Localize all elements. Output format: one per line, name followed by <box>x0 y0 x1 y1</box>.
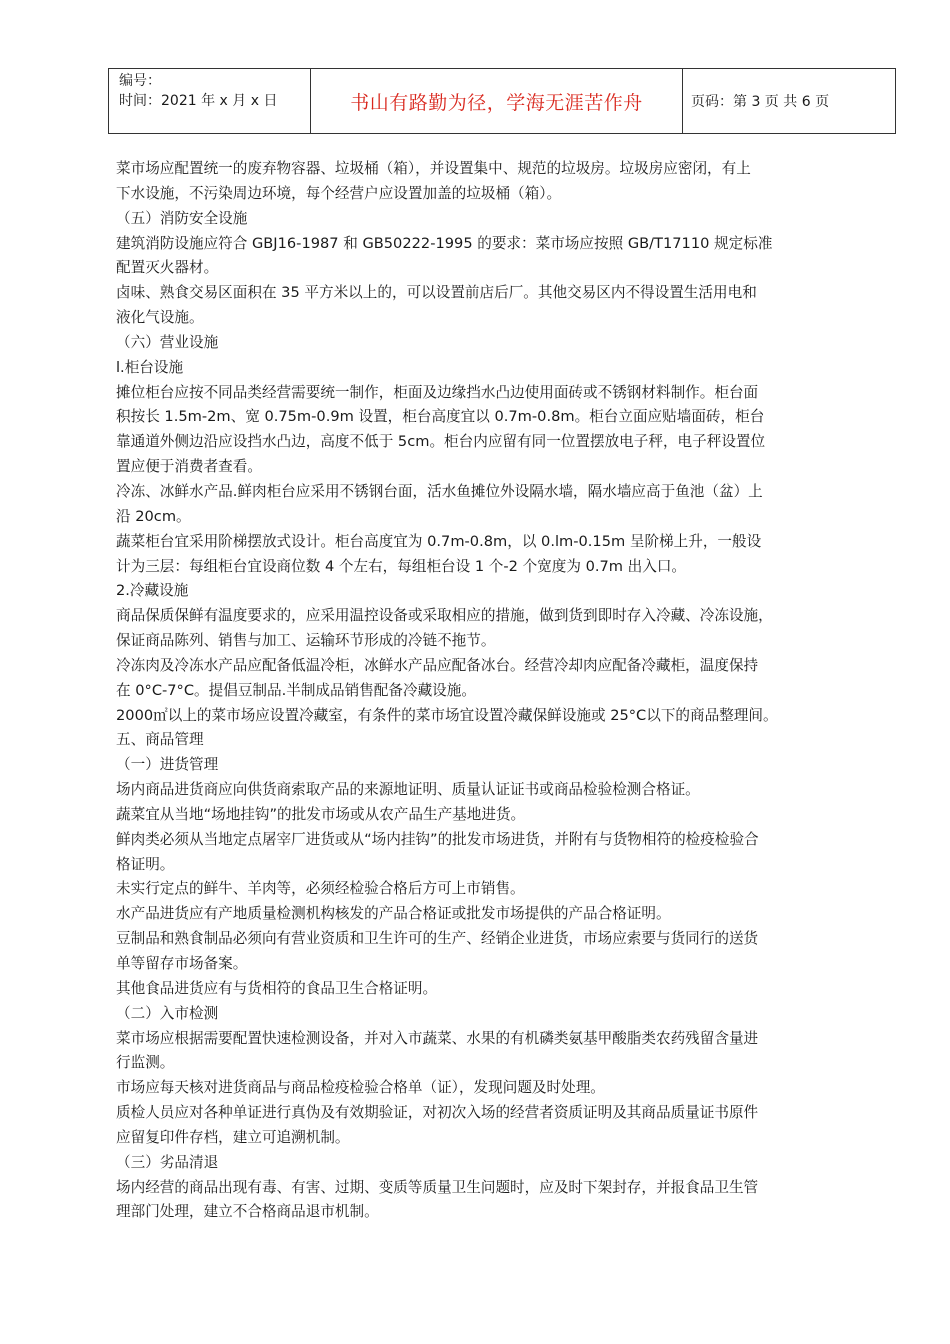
text-line: 豆制品和熟食制品必须向有营业资质和卫生许可的生产、经销企业进货，市场应索要与货同行的送货 <box>116 930 759 948</box>
text-line: 保证商品陈列、销售与加工、运输环节形成的冷链不拖节。 <box>116 632 496 650</box>
document-body <box>116 157 876 1225</box>
text-line: （一）进货管理 <box>116 756 219 774</box>
text-line: 液化气设施。 <box>116 309 204 327</box>
text-line: 理部门处理，建立不合格商品退市机制。 <box>116 1203 379 1221</box>
text-line: 菜市场应根据需要配置快速检测设备，并对入市蔬菜、水果的有机磷类氨基甲酸脂类农药残留含量进 <box>116 1029 759 1047</box>
text-line: 冷冻、冰鲜水产品.鲜肉柜台应采用不锈钢台面，活水鱼摊位外设隔水墙，隔水墙应高于鱼池（盆）上 <box>116 482 763 500</box>
text-line: （五）消防安全设施 <box>116 209 248 227</box>
text-line: 格证明。 <box>116 855 175 873</box>
text-line: 下水设施，不污染周边环境，每个经营户应设置加盖的垃圾桶（箱）。 <box>116 184 562 202</box>
text-line: 蔬菜柜台宜采用阶梯摆放式设计。柜台高度宜为 0.7m-0.8m，以 0.lm-0.15m 呈阶梯上升，一般设 <box>116 532 762 550</box>
text-line: 积按长 1.5m-2m、宽 0.75m-0.9m 设置，柜台高度宜以 0.7m-0.8m。柜台立面应贴墙面砖，柜台 <box>116 408 765 426</box>
text-line: 冷冻肉及冷冻水产品应配备低温冷柜，冰鲜水产品应配备冰台。经营冷却肉应配备冷藏柜，温度保持 <box>116 656 759 674</box>
text-line: 行监测。 <box>116 1054 175 1072</box>
text-line: 蔬菜宜从当地“场地挂钩”的批发市场或从农产品生产基地进货。 <box>116 805 526 823</box>
text-line: 2000㎡以上的菜市场应设置冷藏室，有条件的菜市场宜设置冷藏保鲜设施或 25°C以下的商品整理间。 <box>116 706 778 724</box>
document-date: 时间：2021 年 x 月 x 日 <box>119 93 278 109</box>
header-meta <box>109 69 311 133</box>
text-line: 其他食品进货应有与货相符的食品卫生合格证明。 <box>116 979 438 997</box>
text-line: （二）入市检测 <box>116 1004 219 1022</box>
text-line: 五、商品管理 <box>116 731 204 749</box>
text-line: 置应便于消费者查看。 <box>116 458 262 476</box>
text-line: 市场应每天核对进货商品与商品检疫检验合格单（证），发现问题及时处理。 <box>116 1079 605 1097</box>
text-line: 场内商品进货商应向供货商索取产品的来源地证明、质量认证证书或商品检验检测合格证。 <box>116 781 700 799</box>
text-line: 建筑消防设施应符合 GBJ16-1987 和 GB50222-1995 的要求：菜市场应按照 GB/T17110 规定标准 <box>116 234 773 252</box>
text-line: 商品保质保鲜有温度要求的，应采用温控设备或采取相应的措施，做到货到即时存入冷藏、冷冻设施， <box>116 607 773 625</box>
text-line: 鲜肉类必须从当地定点屠宰厂进货或从“场内挂钩”的批发市场进货，并附有与货物相符的检疫检验合 <box>116 830 759 848</box>
text-line: l.柜台设施 <box>116 358 184 376</box>
text-line: 未实行定点的鲜牛、羊肉等，必须经检验合格后方可上市销售。 <box>116 880 525 898</box>
text-line: 质检人员应对各种单证进行真伪及有效期验证，对初次入场的经营者资质证明及其商品质量证书原件 <box>116 1104 759 1122</box>
document-number: 编号： <box>119 73 161 89</box>
text-line: 配置灭火器材。 <box>116 259 219 277</box>
page-indicator: 页码：第 3 页 共 6 页 <box>691 94 830 110</box>
page-header <box>108 68 896 134</box>
text-line: 水产品进货应有产地质量检测机构核发的产品合格证或批发市场提供的产品合格证明。 <box>116 905 671 923</box>
text-line: 在 0°C-7°C。提倡豆制品.半制成品销售配备冷藏设施。 <box>116 681 476 699</box>
text-line: 卤味、熟食交易区面积在 35 平方米以上的，可以设置前店后厂。其他交易区内不得设置生活用电和 <box>116 284 757 302</box>
text-line: 菜市场应配置统一的废弃物容器、垃圾桶（箱），并设置集中、规范的垃圾房。垃圾房应密闭，有上 <box>116 160 751 177</box>
text-line: 2.冷藏设施 <box>116 582 189 600</box>
text-line: 应留复印件存档，建立可追溯机制。 <box>116 1128 350 1146</box>
text-line: 靠通道外侧边沿应设挡水凸边，高度不低于 5cm。柜台内应留有同一位置摆放电子秤，电子秤设置位 <box>116 433 766 451</box>
text-line: 摊位柜台应按不同品类经营需要统一制作，柜面及边缘挡水凸边使用面砖或不锈钢材料制作。柜台面 <box>116 383 759 401</box>
text-line: 单等留存市场备案。 <box>116 955 248 972</box>
text-line: （三）劣品清退 <box>116 1153 219 1171</box>
text-line: （六）营业设施 <box>116 333 219 351</box>
header-motto: 书山有路勤为径，学海无涯苦作舟 <box>311 69 683 133</box>
text-line: 沿 20cm。 <box>116 507 191 525</box>
text-line: 场内经营的商品出现有毒、有害、过期、变质等质量卫生问题时，应及时下架封存，并报食品卫生管 <box>116 1178 759 1196</box>
text-line: 计为三层：每组柜台宜设商位数 4 个左右，每组柜台设 1 个-2 个宽度为 0.7m 出入口。 <box>116 557 687 575</box>
